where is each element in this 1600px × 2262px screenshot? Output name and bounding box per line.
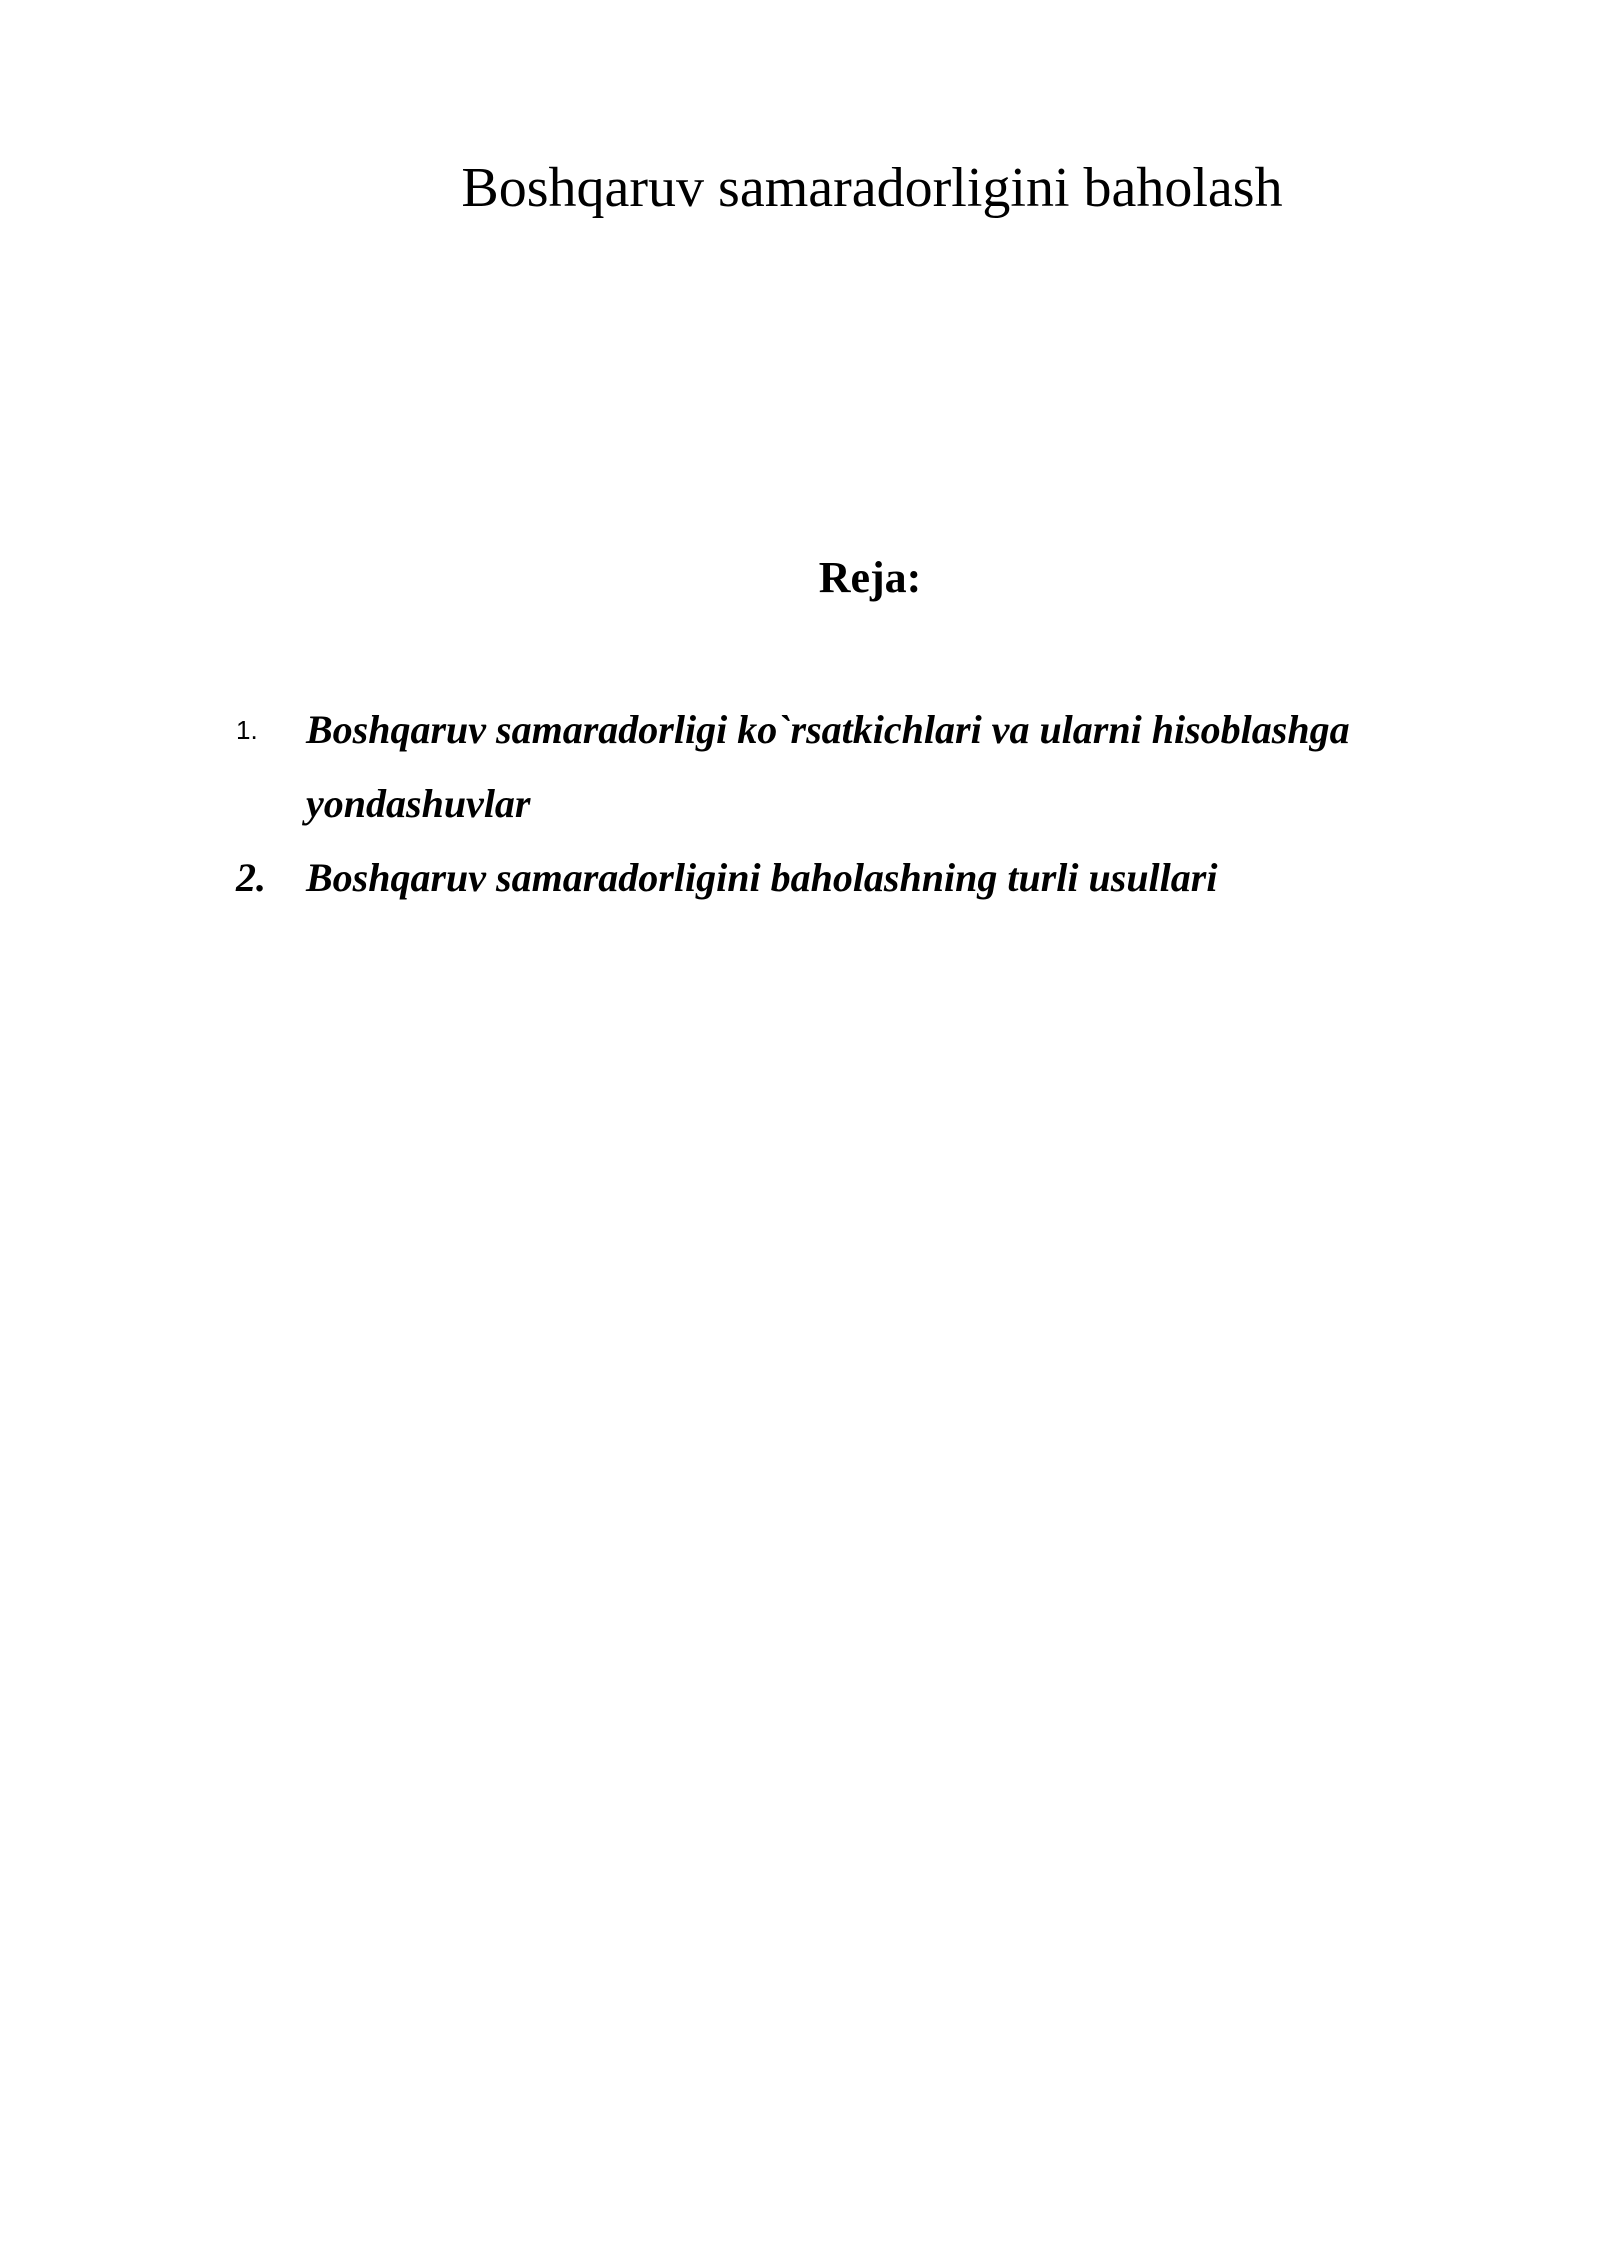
plan-item-number: 1. — [236, 715, 258, 745]
plan-item-text: Boshqaruv samaradorligini baholashning turli usullari — [306, 855, 1218, 900]
plan-item-text: Boshqaruv samaradorligi ko`rsatkichlari va ularni hisoblashga yondashuvlar — [306, 707, 1350, 826]
plan-heading: Reja: — [818, 553, 922, 602]
plan-list — [236, 693, 1536, 915]
plan-item-number: 2. — [236, 855, 266, 900]
plan-item-2 — [236, 841, 1536, 915]
document-title: Boshqaruv samaradorligini baholash — [461, 157, 1283, 219]
plan-item-1 — [236, 693, 1536, 841]
